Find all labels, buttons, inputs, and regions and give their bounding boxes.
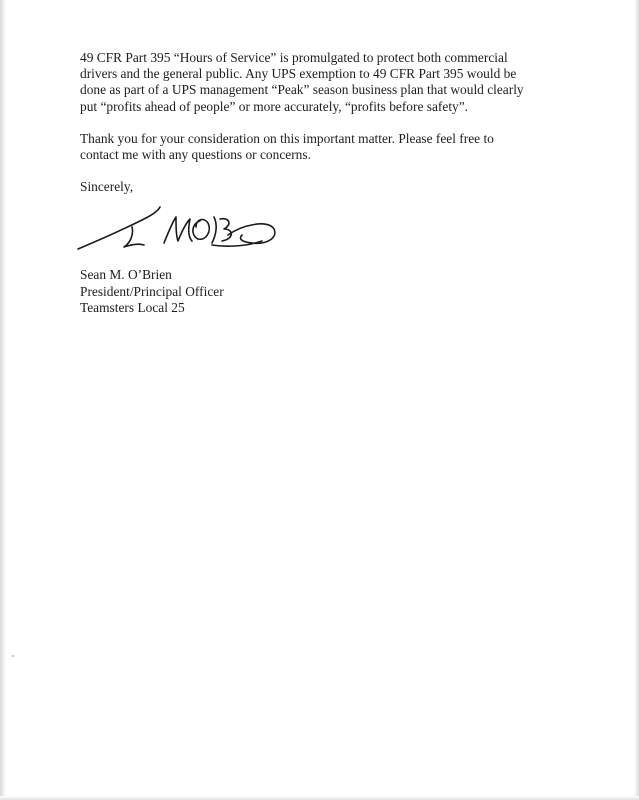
- letter-body: [80, 50, 580, 316]
- signer-organization: Teamsters Local 25: [80, 299, 185, 315]
- paragraph-line: drivers and the general public. Any UPS exemption to 49 CFR Part 395 would be: [80, 66, 517, 82]
- handwritten-signature-icon: [72, 199, 282, 257]
- paragraph-thank-you: [80, 131, 580, 163]
- scan-speck: [12, 655, 14, 657]
- page-edge-left: [0, 0, 6, 800]
- paragraph-hours-of-service: [80, 50, 580, 115]
- closing-salutation: Sincerely,: [80, 179, 134, 195]
- page-edge-bottom: [0, 796, 639, 800]
- paragraph-line: contact me with any questions or concerns.: [80, 147, 311, 163]
- signer-name: Sean M. O’Brien: [80, 267, 172, 283]
- paragraph-line: done as part of a UPS management “Peak” season business plan that would clearly: [80, 82, 524, 98]
- signer-title: President/Principal Officer: [80, 283, 224, 299]
- page-edge-right: [634, 0, 639, 800]
- paragraph-line: 49 CFR Part 395 “Hours of Service” is promulgated to protect both commercial: [80, 50, 508, 65]
- paragraph-line: put “profits ahead of people” or more accurately, “profits before safety”.: [80, 98, 469, 114]
- paragraph-line: Thank you for your consideration on this important matter. Please feel free to: [80, 130, 494, 146]
- signature-block: [80, 267, 580, 316]
